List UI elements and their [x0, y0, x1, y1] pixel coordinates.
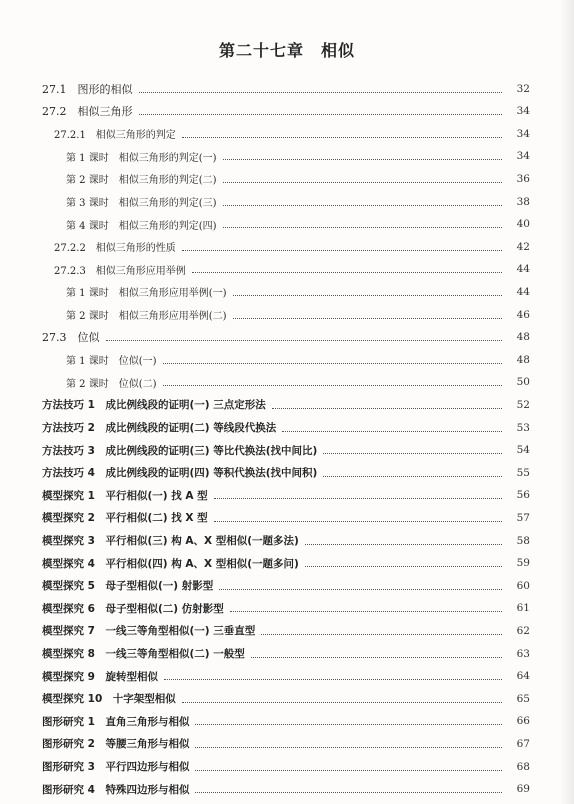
toc-entry-page-number: 60 — [516, 579, 530, 592]
toc-entry-title: 方法技巧 1 成比例线段的证明(一) 三点定形法 — [42, 399, 266, 412]
toc-entry-title: 27.3 位似 — [42, 331, 100, 345]
toc-dot-leader — [323, 452, 502, 454]
toc-entry-page-number: 46 — [516, 308, 530, 321]
toc-dot-leader — [219, 588, 502, 590]
toc-entry — [0, 599, 574, 618]
toc-dot-leader — [164, 678, 502, 680]
toc-dot-leader — [182, 701, 502, 703]
toc-dot-leader — [223, 204, 502, 206]
toc-dot-leader — [214, 520, 502, 522]
toc-entry-title: 第 2 课时 位似(二) — [66, 378, 157, 390]
toc-entry-page-number: 55 — [516, 466, 530, 479]
chapter-title: 第二十七章 相似 — [218, 41, 355, 60]
toc-entry — [0, 554, 574, 573]
toc-entry — [0, 712, 574, 731]
toc-entry-page-number: 36 — [516, 172, 530, 185]
toc-entry-page-number: 38 — [516, 195, 530, 208]
toc-entry-page-number: 66 — [516, 715, 530, 728]
toc-dot-leader — [195, 791, 502, 793]
toc-entry-title: 方法技巧 4 成比例线段的证明(四) 等积代换法(找中间积) — [42, 467, 318, 480]
toc-entry-page-number: 32 — [516, 82, 530, 95]
toc-entry — [0, 689, 574, 708]
toc-entry-page-number: 44 — [516, 263, 530, 276]
toc-entry — [0, 508, 574, 527]
toc-entry-title: 图形研究 3 平行四边形与相似 — [42, 761, 190, 773]
toc-dot-leader — [139, 113, 503, 115]
toc-entry — [0, 237, 574, 256]
toc-entry — [0, 395, 574, 414]
toc-dot-leader — [195, 746, 502, 748]
toc-entry-page-number: 61 — [516, 602, 530, 615]
toc-dot-leader — [163, 362, 502, 364]
toc-entry-title: 27.2.2 相似三角形的性质 — [54, 243, 176, 255]
toc-dot-leader — [195, 723, 502, 725]
toc-entry-title: 图形研究 1 直角三角形与相似 — [42, 715, 190, 728]
toc-entry-title: 方法技巧 3 成比例线段的证明(三) 等比代换法(找中间比) — [42, 444, 318, 457]
toc-entry-page-number: 67 — [516, 737, 530, 750]
toc-entry-page-number: 48 — [516, 331, 530, 344]
toc-entry-page-number: 63 — [516, 647, 530, 660]
toc-entry-title: 27.2.1 相似三角形的判定 — [54, 130, 176, 142]
toc-entry — [0, 79, 574, 98]
toc-entry-page-number: 34 — [516, 150, 530, 163]
toc-entry — [0, 260, 574, 279]
toc-entry-title: 图形研究 4 特殊四边形与相似 — [42, 783, 190, 796]
toc-entry — [0, 734, 574, 753]
toc-entry-title: 模型探究 2 平行相似(二) 找 X 型 — [42, 512, 208, 525]
toc-entry — [0, 780, 574, 799]
toc-entry-title: 模型探究 6 母子型相似(二) 仿射影型 — [42, 602, 224, 615]
toc-entry-page-number: 53 — [516, 421, 530, 434]
toc-entry-title: 第 4 课时 相似三角形的判定(四) — [66, 220, 217, 232]
toc-entry-page-number: 34 — [516, 127, 530, 140]
toc-entry-page-number: 34 — [516, 105, 530, 118]
toc-entry-title: 模型探究 4 平行相似(四) 构 A、X 型相似(一题多问) — [42, 557, 299, 570]
toc-entry-title: 模型探究 8 一线三等角型相似(二) 一般型 — [42, 648, 245, 660]
toc-entry-page-number: 64 — [516, 670, 530, 683]
toc-entry-page-number: 48 — [516, 353, 530, 366]
toc-dot-leader — [223, 181, 502, 183]
toc-entry-page-number: 58 — [516, 534, 530, 547]
toc-entry-title: 第 1 课时 位似(一) — [66, 356, 157, 368]
toc-entry — [0, 373, 574, 392]
toc-entry — [0, 486, 574, 505]
toc-entry-page-number: 40 — [516, 218, 530, 231]
toc-entry — [0, 441, 574, 460]
toc-dot-leader — [272, 407, 502, 409]
toc-entry — [0, 350, 574, 369]
toc-entry — [0, 147, 574, 166]
toc-entry-title: 第 3 课时 相似三角形的判定(三) — [66, 198, 217, 209]
toc-dot-leader — [182, 136, 502, 138]
toc-dot-leader — [261, 633, 502, 635]
toc-entry — [0, 124, 574, 143]
toc-entry — [0, 282, 574, 301]
toc-entry-title: 图形研究 2 等腰三角形与相似 — [42, 738, 190, 751]
toc-entry — [0, 215, 574, 234]
toc-dot-leader — [323, 475, 502, 477]
toc-entry — [0, 169, 574, 188]
toc-dot-leader — [214, 497, 502, 499]
toc-entry-page-number: 68 — [516, 760, 530, 773]
toc-entry — [0, 757, 574, 776]
toc-dot-leader — [106, 339, 503, 341]
toc-entry — [0, 667, 574, 686]
toc-dot-leader — [233, 317, 502, 319]
toc-dot-leader — [305, 565, 502, 567]
toc-entry-page-number: 59 — [516, 557, 530, 570]
toc-dot-leader — [305, 543, 502, 545]
toc-entry-title: 第 1 课时 相似三角形应用举例(一) — [66, 288, 227, 300]
toc-entry — [0, 328, 574, 347]
toc-entry-page-number: 62 — [516, 624, 530, 637]
toc-entry-title: 模型探究 7 一线三等角型相似(一) 三垂直型 — [42, 625, 256, 638]
toc-entry-page-number: 65 — [516, 692, 530, 705]
toc-dot-leader — [139, 91, 503, 93]
toc-entry-title: 模型探究 3 平行相似(三) 构 A、X 型相似(一题多法) — [42, 535, 299, 547]
toc-entry-page-number: 56 — [516, 489, 530, 502]
toc-entry — [0, 102, 574, 121]
toc-dot-leader — [282, 430, 502, 432]
toc-entry — [0, 305, 574, 324]
toc-dot-leader — [223, 226, 502, 228]
toc-entry — [0, 418, 574, 437]
toc-dot-leader — [163, 384, 502, 386]
toc-entry-title: 第 2 课时 相似三角形的判定(二) — [66, 175, 217, 187]
toc-entry-title: 27.2 相似三角形 — [42, 105, 133, 119]
toc-entry-title: 27.1 图形的相似 — [42, 82, 133, 96]
toc-dot-leader — [223, 158, 502, 160]
toc-entry-title: 第 1 课时 相似三角形的判定(一) — [66, 152, 217, 164]
toc-dot-leader — [230, 610, 502, 612]
toc-entry — [0, 463, 574, 482]
toc-entry — [0, 644, 574, 663]
toc-entry-page-number: 50 — [516, 376, 530, 389]
toc-entry-page-number: 57 — [516, 511, 530, 524]
toc-entry-title: 第 2 课时 相似三角形应用举例(二) — [66, 311, 227, 322]
toc-entry — [0, 576, 574, 595]
toc-dot-leader — [192, 271, 502, 273]
toc-entry-page-number: 69 — [516, 783, 530, 796]
toc-entry-page-number: 54 — [516, 444, 530, 457]
toc-entry-title: 27.2.3 相似三角形应用举例 — [54, 265, 186, 277]
toc-entry-page-number: 52 — [516, 398, 530, 411]
toc-dot-leader — [251, 656, 502, 658]
toc-entry-title: 模型探究 5 母子型相似(一) 射影型 — [42, 580, 214, 593]
toc-dot-leader — [195, 769, 502, 771]
toc-entry — [0, 531, 574, 550]
toc-entry-title: 模型探究 10 十字架型相似 — [42, 693, 176, 706]
toc-dot-leader — [233, 294, 502, 296]
toc-entry — [0, 621, 574, 640]
toc-entry-page-number: 42 — [516, 240, 530, 253]
toc-entry-title: 模型探究 1 平行相似(一) 找 A 型 — [42, 489, 208, 502]
toc-entry-page-number: 44 — [516, 285, 530, 298]
toc-dot-leader — [182, 249, 502, 251]
toc-entry — [0, 192, 574, 211]
toc-entry-title: 模型探究 9 旋转型相似 — [42, 670, 158, 683]
toc-entry-title: 方法技巧 2 成比例线段的证明(二) 等线段代换法 — [42, 422, 277, 434]
